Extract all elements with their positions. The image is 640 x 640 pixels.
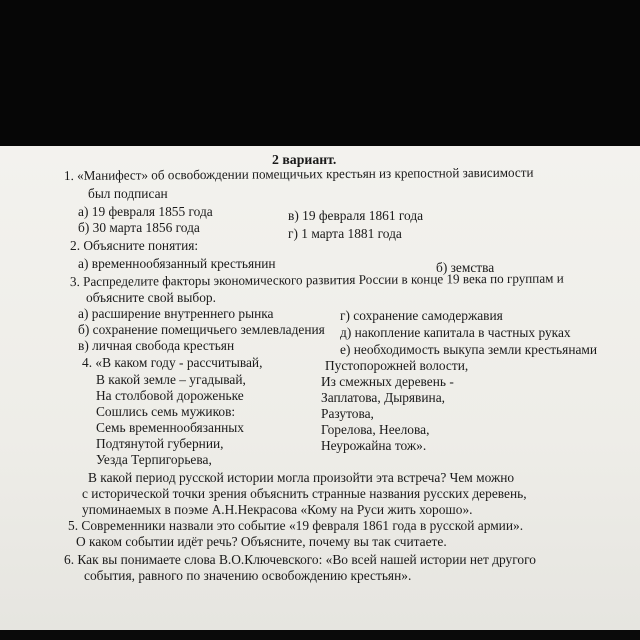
q5-text-line2: О каком событии идёт речь? Объясните, почему вы так считаете. bbox=[76, 534, 447, 549]
q4-poem-left-line: Сошлись семь мужиков: bbox=[96, 404, 236, 419]
q2-option-a: а) временнообязанный крестьянин bbox=[78, 256, 276, 271]
q3-option-g: г) сохранение самодержавия bbox=[340, 308, 503, 323]
q4-poem-left-line: 4. «В каком году - рассчитывай, bbox=[82, 355, 263, 370]
q3-option-v: в) личная свобода крестьян bbox=[78, 338, 235, 353]
q4-poem-left-line: На столбовой дороженьке bbox=[96, 388, 244, 403]
q1-option-b: б) 30 марта 1856 года bbox=[78, 220, 200, 235]
q6-text-line2: события, равного по значению освобождению крестьян». bbox=[84, 568, 412, 583]
q1-option-g: г) 1 марта 1881 года bbox=[288, 226, 402, 241]
q1-text-line2: был подписан bbox=[88, 186, 168, 201]
q4-question-line3: упоминаемых в поэме А.Н.Некрасова «Кому на Руси жить хорошо». bbox=[82, 502, 473, 517]
q4-poem-left-line: В какой земле – угадывай, bbox=[96, 372, 246, 387]
q3-text-line2: объясните свой выбор. bbox=[86, 290, 216, 305]
q4-question-line1: В какой период русской истории могла произойти эта встреча? Чем можно bbox=[88, 470, 515, 485]
q1-option-a: а) 19 февраля 1855 года bbox=[78, 204, 213, 219]
variant-title: 2 вариант. bbox=[272, 152, 337, 167]
q4-poem-left-line: Семь временнообязанных bbox=[96, 420, 244, 435]
q4-poem-right-line: Горелова, Неелова, bbox=[321, 422, 430, 437]
q4-poem-right-line: Разутова, bbox=[321, 406, 374, 421]
q2-text: 2. Объясните понятия: bbox=[70, 238, 199, 253]
q3-option-a: а) расширение внутреннего рынка bbox=[78, 306, 274, 321]
q3-text-line1: 3. Распределите факторы экономического развития России в конце 19 века по группам и bbox=[69, 270, 564, 289]
q4-question-line2: с исторической точки зрения объяснить странные названия русских деревень, bbox=[82, 486, 527, 501]
background-bottom bbox=[0, 630, 640, 640]
q4-poem-right-line: Заплатова, Дырявина, bbox=[321, 390, 446, 405]
q4-poem-right-line: Пустопорожней волости, bbox=[325, 358, 469, 373]
q4-poem-left-line: Подтянутой губернии, bbox=[96, 436, 224, 451]
q6-text-line1: 6. Как вы понимаете слова В.О.Ключевского: «Во всей нашей истории нет другого bbox=[64, 552, 536, 567]
q4-poem-right-line: Неурожайна тож». bbox=[321, 438, 427, 453]
q4-poem-left-line: Уезда Терпигорьева, bbox=[96, 452, 212, 467]
q1-text-line1: 1. «Манифест» об освобождении помещичьих крестьян из крепостной зависимости bbox=[63, 164, 534, 183]
q3-option-b: б) сохранение помещичьего землевладения bbox=[78, 322, 325, 337]
q5-text-line1: 5. Современники назвали это событие «19 февраля 1861 года в русской армии». bbox=[68, 518, 524, 533]
q4-poem-right-line: Из смежных деревень - bbox=[321, 374, 454, 389]
q3-option-d: д) накопление капитала в частных руках bbox=[340, 325, 571, 340]
q3-option-e: е) необходимость выкупа земли крестьянами bbox=[340, 342, 598, 357]
q2-option-b: б) земства bbox=[436, 260, 495, 275]
q1-option-v: в) 19 февраля 1861 года bbox=[288, 208, 424, 223]
